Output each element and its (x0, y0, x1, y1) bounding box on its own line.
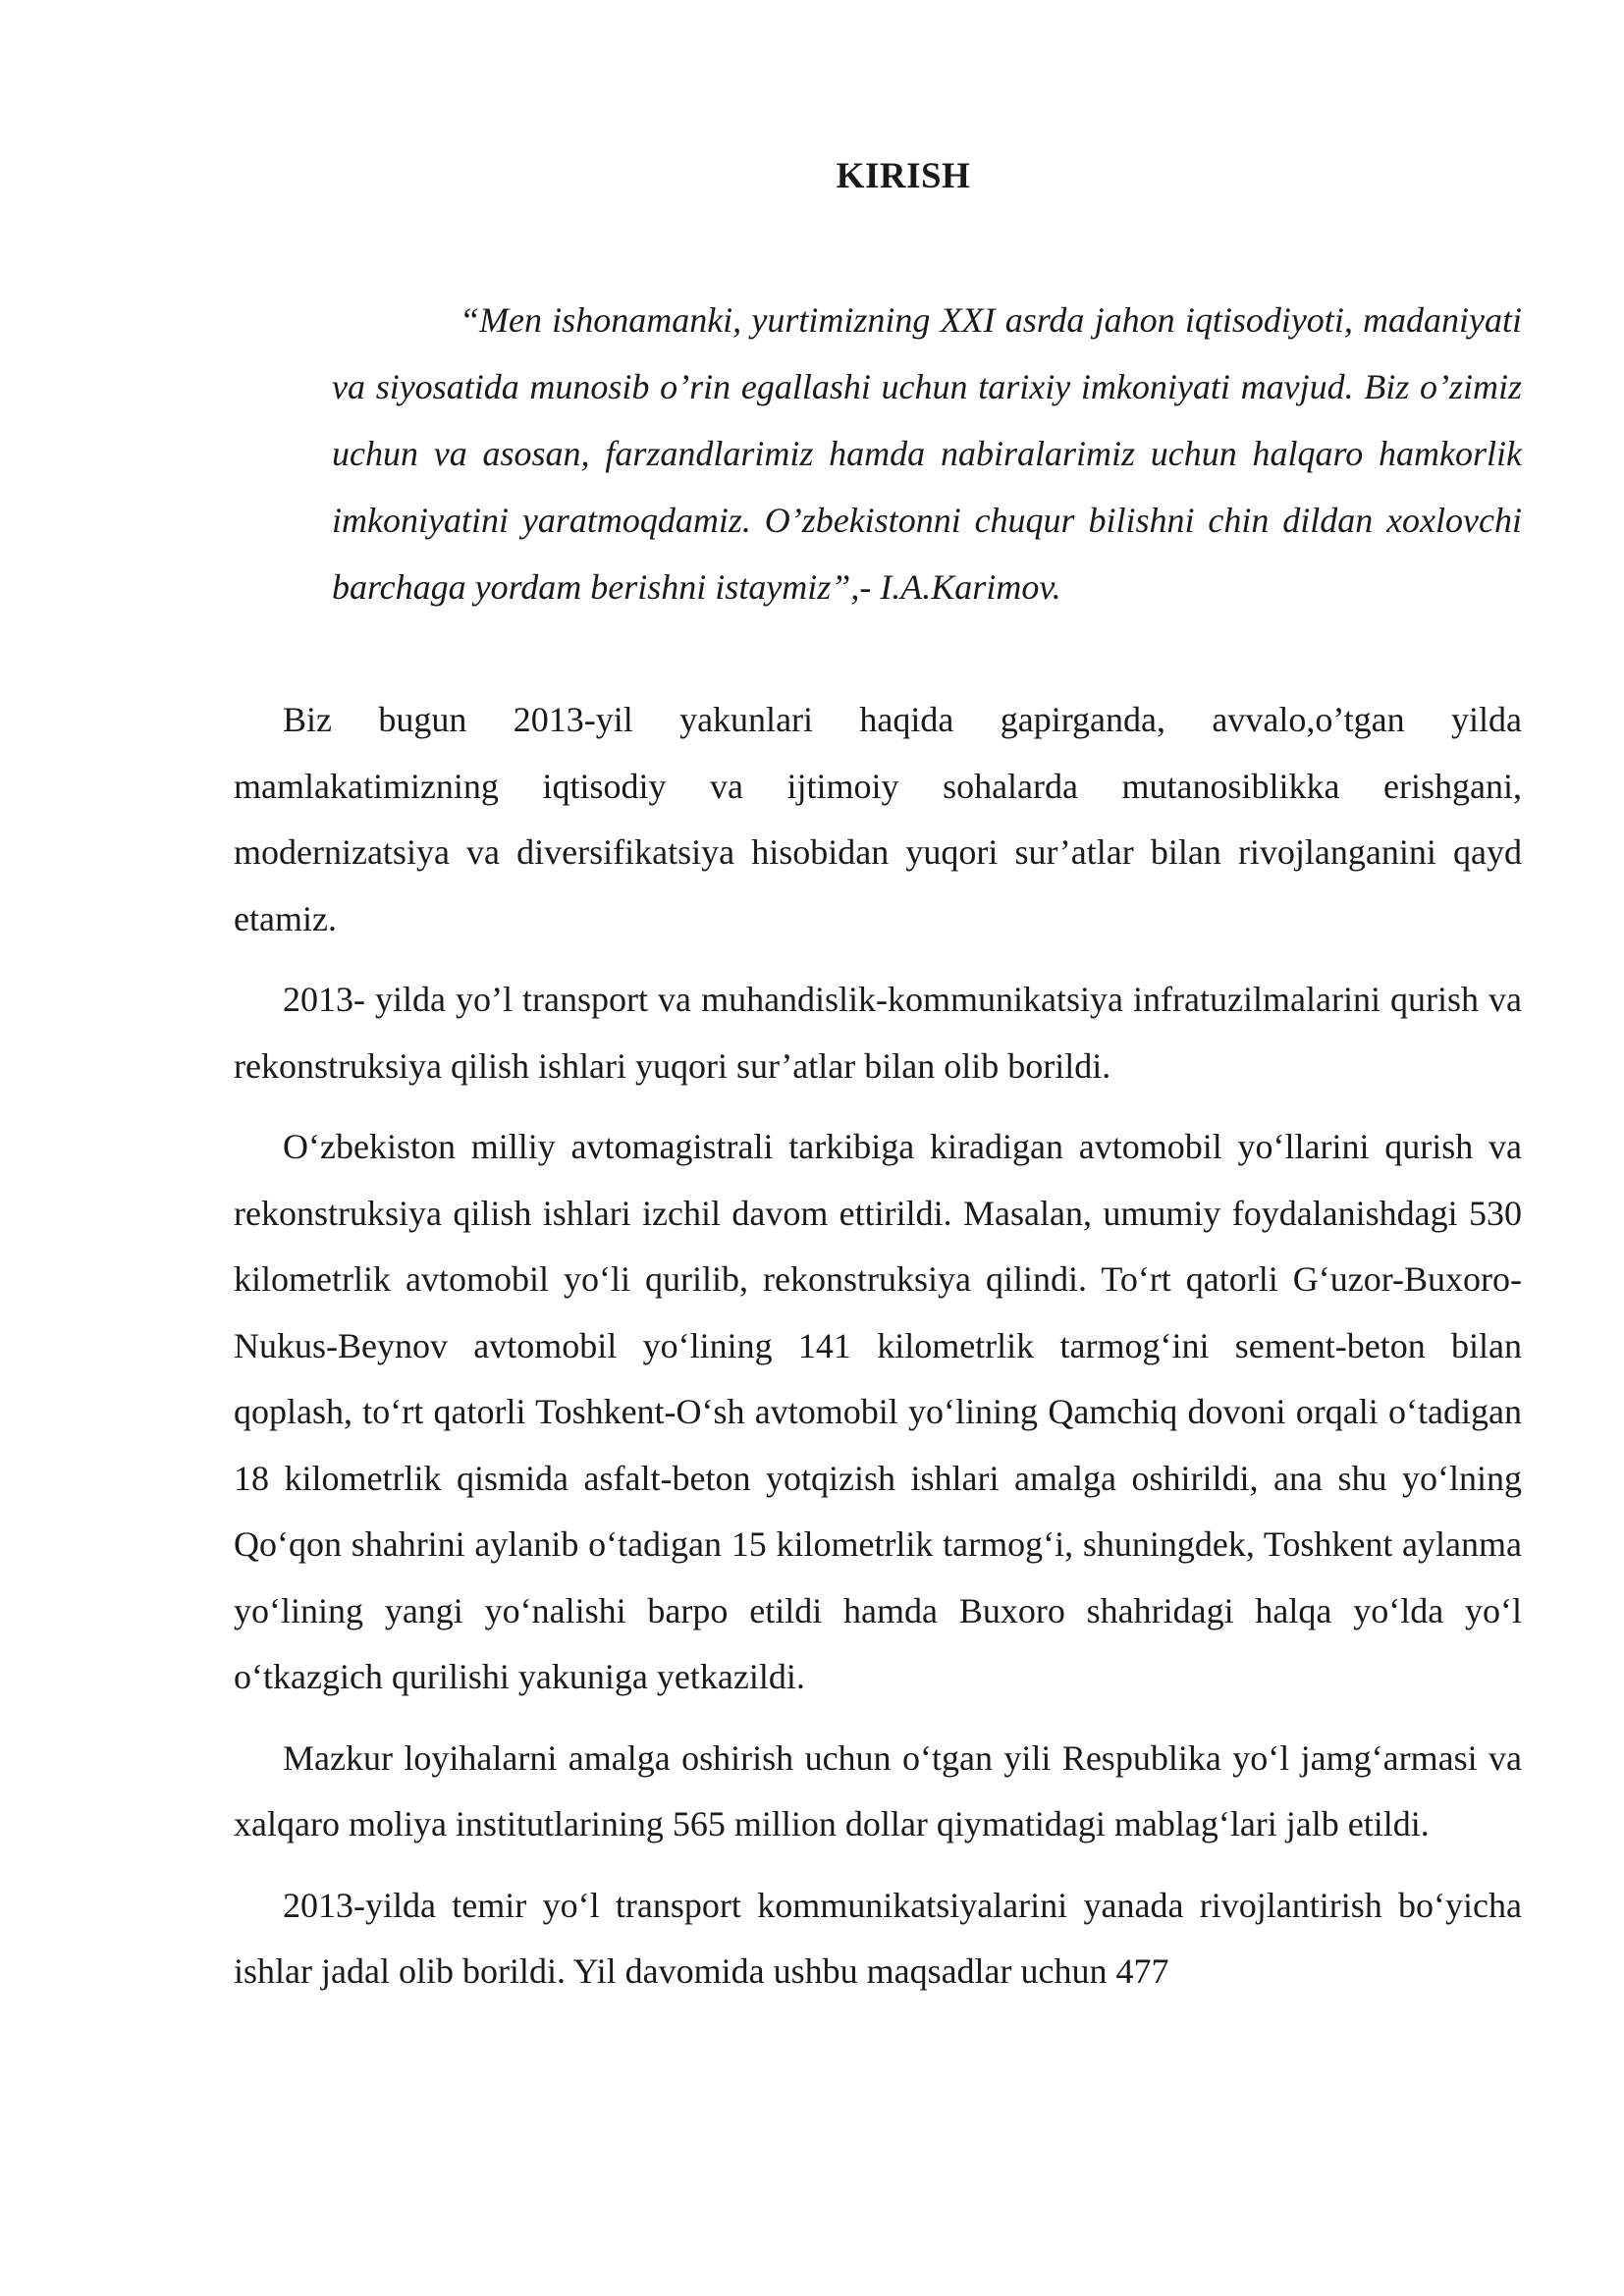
paragraph: 2013-yilda temir yo‘l transport kommunikatsiyalarini yanada rivojlantirish bo‘yicha ishlar jadal olib borildi. Yil davomida ushbu maqsadlar uchun 477 (234, 1885, 1522, 1991)
epigraph-quote: “Men ishonamanki, yurtimizning XXI asrda jahon iqtisodiyoti, madaniyati va siyosatida munosib o’rin egallashi uchun tarixiy imkoniyati mavjud. Biz o’zimiz uchun va asosan, farzandlarimiz hamda nabiralarimiz uchun halqaro hamkorlik imkoniyatini yaratmoqdamiz. O’zbekistonni chuqur bilishni chin dildan xoxlovchi barchaga yordam berishni istaymiz”,- I.A.Karimov. (332, 300, 1522, 607)
paragraph: 2013- yilda yo’l transport va muhandislik-kommunikatsiya infratuzilmalarini qurish va rekonstruksiya qilish ishlari yuqori sur’atlar bilan olib borildi. (234, 980, 1522, 1086)
paragraph: Biz bugun 2013-yil yakunlari haqida gapirganda, avvalo,o’tgan yilda mamlakatimizning iqtisodiy va ijtimoiy sohalarda mutanosiblikka erishgani, modernizatsiya va diversifikatsiya hisobidan yuqori sur’atlar bilan rivojlanganini qayd etamiz. (234, 700, 1522, 938)
paragraph: O‘zbekiston milliy avtomagistrali tarkibiga kiradigan avtomobil yo‘llarini qurish va rekonstruksiya qilish ishlari izchil davom ettirildi. Masalan, umumiy foydalanishdagi 530 kilometrlik avtomobil yo‘li qurilib, rekonstruksiya qilindi. To‘rt qatorli G‘uzor-Buxoro-Nukus-Beynov avtomobil yo‘lining 141 kilometrlik tarmog‘ini sement-beton bilan qoplash, to‘rt qatorli Toshkent-O‘sh avtomobil yo‘lining Qamchiq dovoni orqali o‘tadigan 18 kilometrlik qismida asfalt-beton yotqizish ishlari amalga oshirildi, ana shu yo‘lning Qo‘qon shahrini aylanib o‘tadigan 15 kilometrlik tarmog‘i, shuningdek, Toshkent aylanma yo‘lining yangi yo‘nalishi barpo etildi hamda Buxoro shahridagi halqa yo‘lda yo‘l o‘tkazgich qurilishi yakuniga yetkazildi. (234, 1127, 1522, 1696)
paragraph: Mazkur loyihalarni amalga oshirish uchun o‘tgan yili Respublika yo‘l jamg‘armasi va xalqaro moliya institutlarining 565 million dollar qiymatidagi mablag‘lari jalb etildi. (234, 1737, 1522, 1843)
page-title: KIRISH (836, 156, 971, 196)
body-text (234, 687, 1522, 2020)
